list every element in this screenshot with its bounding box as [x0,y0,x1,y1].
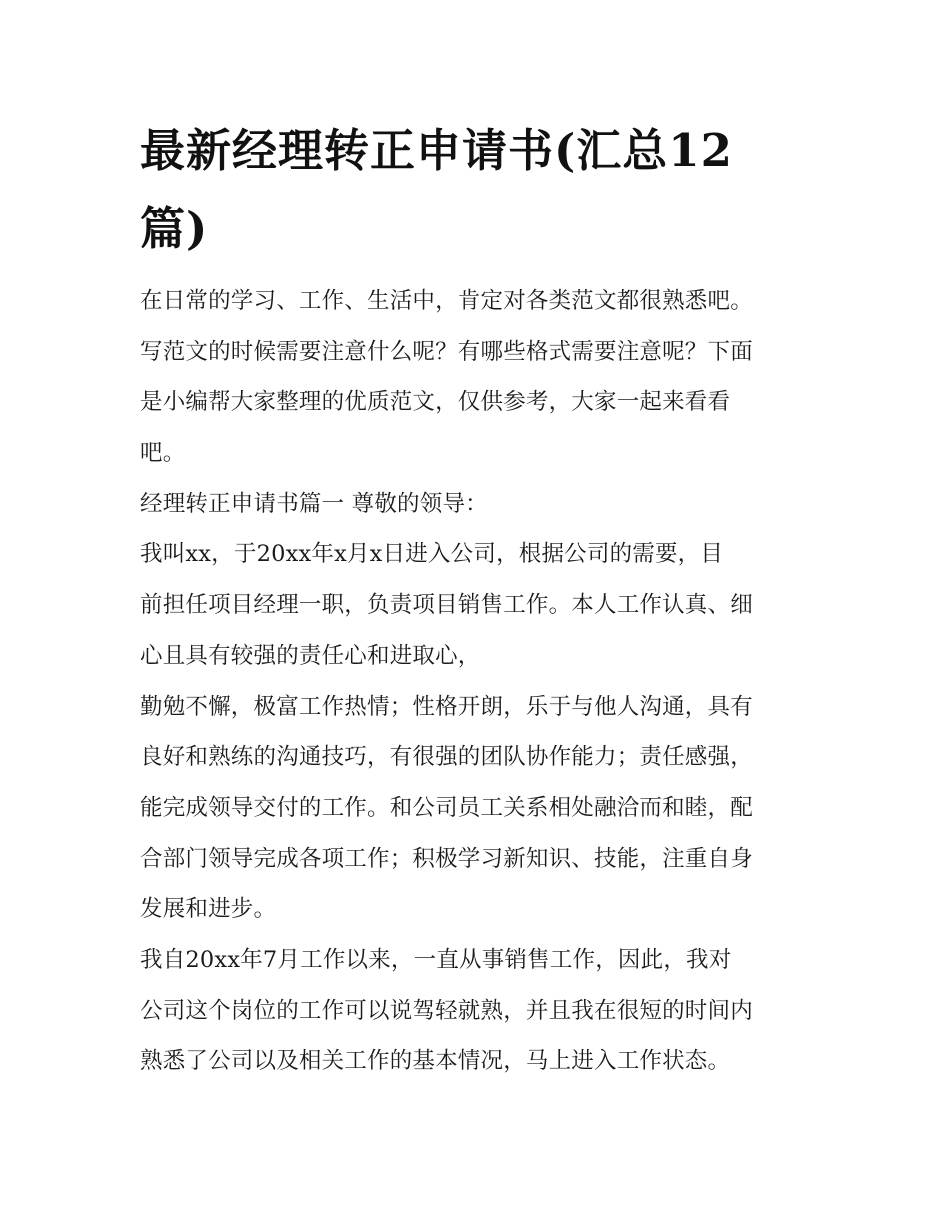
body-line-p2-5: 发展和进步。 [140,896,277,923]
body-line-p2-2: 良好和熟练的沟通技巧，有很强的团队协作能力；责任感强， [140,744,753,771]
body-line-p2-4: 合部门领导完成各项工作；积极学习新知识、技能，注重自身 [140,845,753,872]
body-line-intro-3: 是小编帮大家整理的优质范文，仅供参考，大家一起来看看 [140,389,731,416]
body-line-intro-2: 写范文的时候需要注意什么呢？有哪些格式需要注意呢？下面 [140,338,753,365]
body-line-p3-2: 公司这个岗位的工作可以说驾轻就熟，并且我在很短的时间内 [140,997,753,1024]
body-line-p3-1: 我自20xx年7月工作以来，一直从事销售工作，因此，我对 [140,946,732,973]
body-line-p2-1: 勤勉不懈，极富工作热情；性格开朗，乐于与他人沟通，具有 [140,693,753,720]
document-title [140,112,820,268]
body-line-p1-2: 前担任项目经理一职，负责项目销售工作。本人工作认真、细 [140,592,753,619]
body-line-p2-3: 能完成领导交付的工作。和公司员工关系相处融洽而和睦，配 [140,794,753,821]
body-line-intro-4: 吧。 [140,440,186,467]
body-line-p1-1: 我叫xx，于20xx年x月x日进入公司，根据公司的需要，目 [140,541,724,568]
body-line-p1-3: 心且具有较强的责任心和进取心， [140,642,481,669]
body-line-p3-3: 熟悉了公司以及相关工作的基本情况，马上进入工作状态。 [140,1048,731,1075]
title-line-1: 最新经理转正申请书(汇总12 [140,124,733,177]
title-line-2: 篇) [140,202,209,255]
section-heading-line: 经理转正申请书篇一 尊敬的领导： [140,490,488,517]
body-line-intro-1: 在日常的学习、工作、生活中，肯定对各类范文都很熟悉吧。 [140,288,753,314]
document-body [140,276,820,1087]
